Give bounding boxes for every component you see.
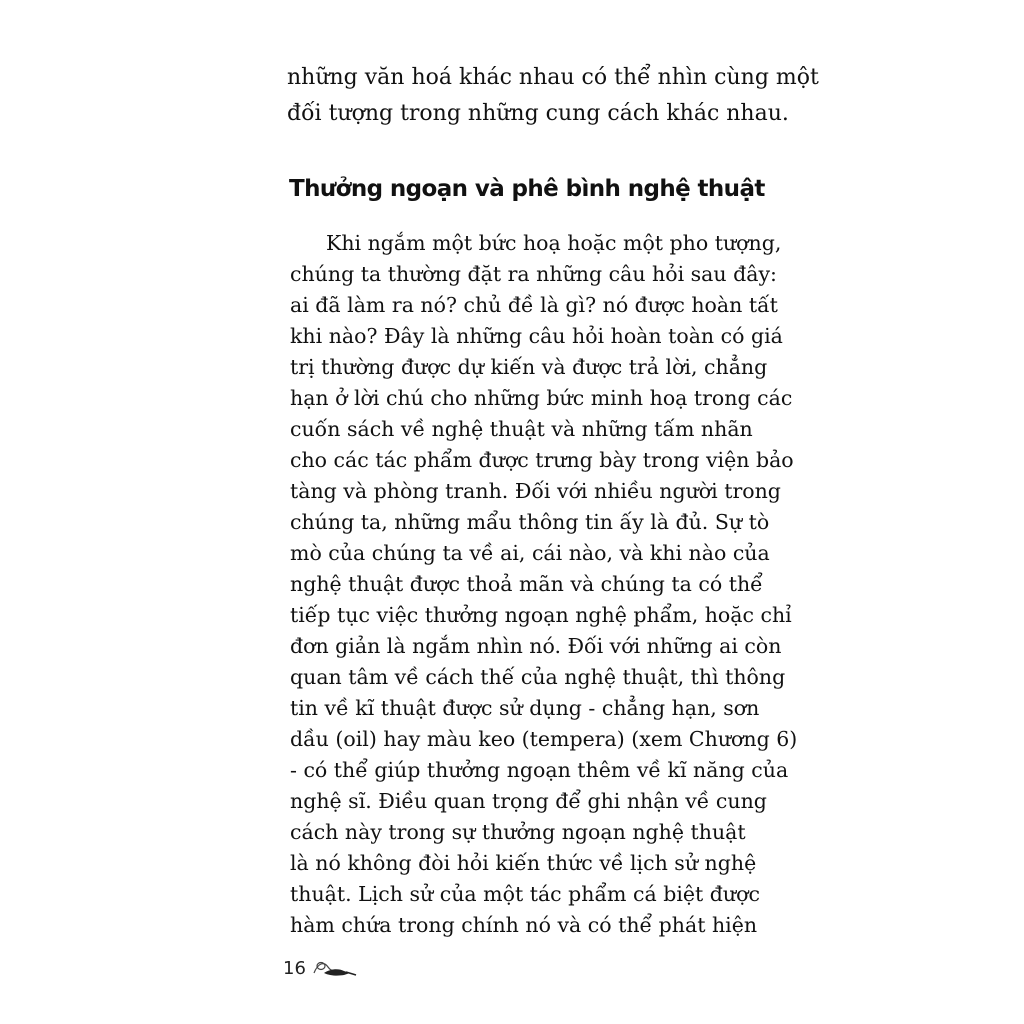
text-line: nghệ sĩ. Điều quan trọng để ghi nhận về cung (290, 789, 767, 813)
text-line: cho các tác phẩm được trưng bày trong viện bảo (290, 448, 794, 472)
text-line: những văn hoá khác nhau có thể nhìn cùng một (287, 65, 819, 90)
text-line: Khi ngắm một bức hoạ hoặc một pho tượng, (326, 231, 782, 255)
text-line: nghệ thuật được thoả mãn và chúng ta có thể (290, 572, 763, 596)
text-line: tin về kĩ thuật được sử dụng - chẳng hạn, sơn (290, 696, 760, 720)
page-footer (283, 958, 358, 979)
text-line: tiếp tục việc thưởng ngoạn nghệ phẩm, hoặc chỉ (290, 603, 792, 627)
text-line: đơn giản là ngắm nhìn nó. Đối với những ai còn (290, 634, 782, 658)
text-line: tàng và phòng tranh. Đối với nhiều người trong (290, 479, 781, 503)
text-line: quan tâm về cách thế của nghệ thuật, thì thông (290, 665, 786, 689)
page-number: 16 (283, 958, 306, 979)
text-line: khi nào? Đây là những câu hỏi hoàn toàn có giá (290, 324, 783, 348)
text-line: là nó không đòi hỏi kiến thức về lịch sử nghệ (290, 851, 757, 875)
text-line: hạn ở lời chú cho những bức minh hoạ trong các (290, 386, 793, 410)
text-line: chúng ta thường đặt ra những câu hỏi sau đây: (290, 262, 777, 286)
text-line: cách này trong sự thưởng ngoạn nghệ thuật (290, 820, 746, 844)
text-line: chúng ta, những mẩu thông tin ấy là đủ. Sự tò (290, 510, 770, 534)
text-line: trị thường được dự kiến và được trả lời, chẳng (290, 355, 768, 379)
section-heading: Thưởng ngoạn và phê bình nghệ thuật (289, 176, 765, 202)
text-line: ai đã làm ra nó? chủ đề là gì? nó được hoàn tất (290, 293, 778, 317)
text-line: - có thể giúp thưởng ngoạn thêm về kĩ năng của (290, 758, 789, 782)
body-paragraph (290, 228, 798, 941)
text-line: cuốn sách về nghệ thuật và những tấm nhãn (290, 417, 753, 441)
intro-paragraph (287, 60, 819, 132)
text-line: mò của chúng ta về ai, cái nào, và khi nào của (290, 541, 770, 565)
figure-reading-icon (310, 959, 358, 979)
text-line: đối tượng trong những cung cách khác nhau. (287, 101, 789, 126)
text-line: dầu (oil) hay màu keo (tempera) (xem Chương 6) (290, 727, 798, 751)
text-line: thuật. Lịch sử của một tác phẩm cá biệt được (290, 882, 760, 906)
text-line: hàm chứa trong chính nó và có thể phát hiện (290, 913, 758, 937)
